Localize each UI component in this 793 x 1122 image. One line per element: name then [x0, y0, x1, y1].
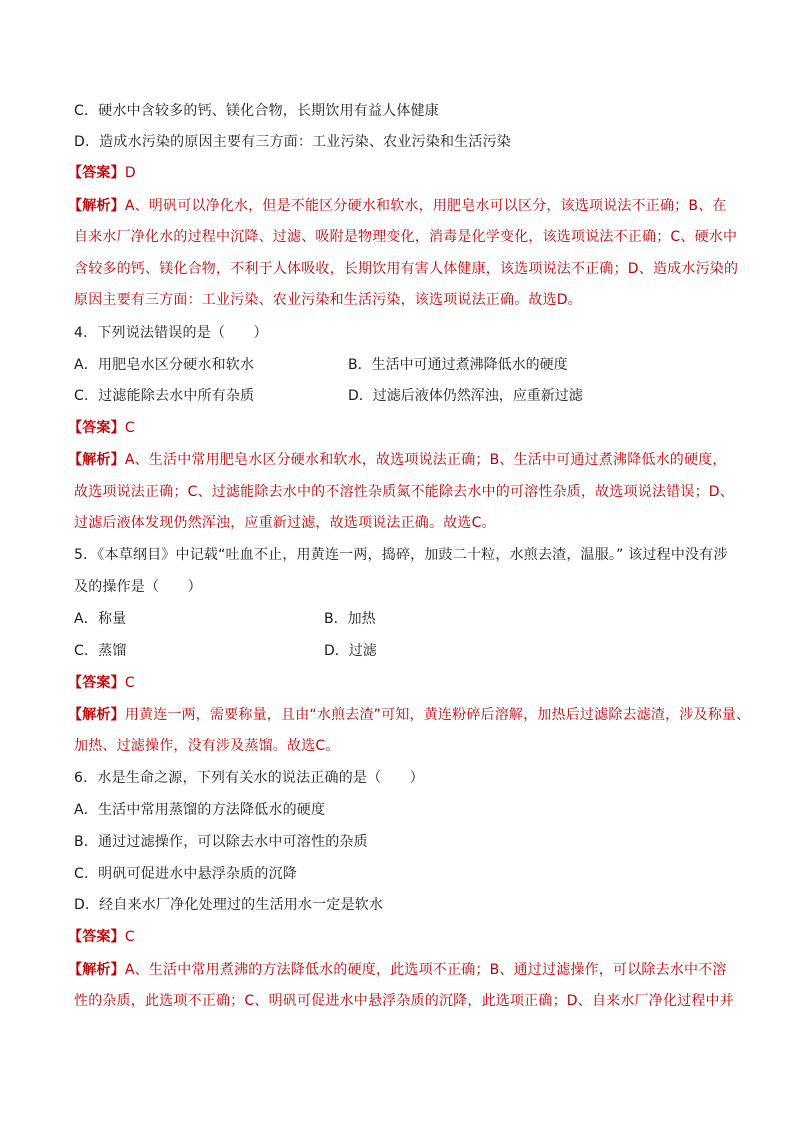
q5-option-c: C．蒸馏 [74, 643, 127, 659]
analysis-text: 用黄连一两，需要称量，且由“水煎去渣”可知，黄连粉碎后溶解，加热后过滤除去滤渣，涉及称量、 [124, 707, 751, 723]
analysis-label: 【解析】 [68, 198, 125, 214]
q4-analysis-line-1 [68, 450, 727, 470]
analysis-text: A、明矾可以净化水，但是不能区分硬水和软水，用肥皂水可以区分，该选项说法不正确；B、在 [124, 198, 727, 214]
q5-option-a: A．称量 [74, 611, 127, 627]
answer-label: 【答案】 [68, 929, 125, 945]
q3-analysis-line-2: 自来水厂净化水的过程中沉降、过滤、吸附是物理变化，消毒是化学变化，该选项说法不正确；C、硬水中 [74, 229, 738, 245]
answer-label: 【答案】 [68, 675, 125, 691]
q4-analysis-line-3: 过滤后液体发现仍然浑浊，应重新过滤，故选项说法正确。故选C。 [74, 515, 496, 531]
q5-stem-line-1: 5．《本草纲目》中记载“吐血不止，用黄连一两，捣碎，加豉二十粒，水煎去渣，温服。” 该过程中没有涉 [74, 547, 728, 563]
q5-option-d: D．过滤 [324, 643, 377, 659]
q3-answer-line [68, 163, 136, 183]
q6-analysis-line-1 [68, 960, 727, 980]
q3-analysis-line-1 [68, 196, 727, 216]
q3-analysis-line-4: 原因主要有三方面：工业污染、农业污染和生活污染，该选项说法正确。故选D。 [74, 292, 582, 308]
q4-stem: 4．下列说法错误的是（ ） [74, 325, 268, 341]
q6-option-c: C．明矾可促进水中悬浮杂质的沉降 [74, 866, 297, 882]
q4-option-a: A．用肥皂水区分硬水和软水 [74, 357, 255, 373]
q6-option-d: D．经自来水厂净化处理过的生活用水一定是软水 [74, 897, 384, 913]
q6-answer-line [68, 927, 135, 947]
q5-analysis-line-2: 加热、过滤操作，没有涉及蒸馏。故选C。 [74, 738, 340, 754]
answer-label: 【答案】 [68, 165, 125, 181]
q4-option-d: D．过滤后液体仍然浑浊，应重新过滤 [348, 388, 583, 404]
q5-answer-line [68, 673, 135, 693]
answer-value: C [124, 929, 135, 945]
q5-analysis-line-1 [68, 705, 751, 725]
q6-option-b: B．通过过滤操作，可以除去水中可溶性的杂质 [74, 834, 368, 850]
q6-stem: 6．水是生命之源，下列有关水的说法正确的是（ ） [74, 770, 424, 786]
analysis-label: 【解析】 [68, 962, 125, 978]
q5-option-b: B．加热 [324, 611, 376, 627]
q6-option-a: A．生活中常用蒸馏的方法降低水的硬度 [74, 802, 326, 818]
q3-analysis-line-3: 含较多的钙、镁化合物，不利于人体吸收，长期饮用有害人体健康，该选项说法不正确；D、造成水污染的 [74, 261, 739, 277]
answer-label: 【答案】 [68, 420, 125, 436]
q4-analysis-line-2: 故选项说法正确；C、过滤能除去水中的不溶性杂质氮不能除去水中的可溶性杂质，故选项说法错误；D、 [74, 484, 734, 500]
q3-option-d: D．造成水污染的原因主要有三方面：工业污染、农业污染和生活污染 [74, 134, 511, 150]
analysis-label: 【解析】 [68, 452, 125, 468]
q5-stem-line-2: 及的操作是（ ） [74, 579, 202, 595]
q4-answer-line [68, 418, 135, 438]
analysis-label: 【解析】 [68, 707, 125, 723]
q4-option-c: C．过滤能除去水中所有杂质 [74, 388, 255, 404]
answer-value: C [124, 420, 135, 436]
answer-value: D [124, 165, 136, 181]
analysis-text: A、生活中常用肥皂水区分硬水和软水，故选项说法正确；B、生活中可通过煮沸降低水的硬度， [124, 452, 727, 468]
answer-value: C [124, 675, 135, 691]
q4-option-b: B．生活中可通过煮沸降低水的硬度 [348, 357, 568, 373]
analysis-text: A、生活中常用煮沸的方法降低水的硬度，此选项不正确；B、通过过滤操作，可以除去水中不溶 [124, 962, 727, 978]
q3-option-c: C．硬水中含较多的钙、镁化合物，长期饮用有益人体健康 [74, 103, 439, 119]
q6-analysis-line-2: 性的杂质，此选项不正确；C、明矾可促进水中悬浮杂质的沉降，此选项正确；D、自来水厂净化过程中并 [74, 993, 734, 1009]
